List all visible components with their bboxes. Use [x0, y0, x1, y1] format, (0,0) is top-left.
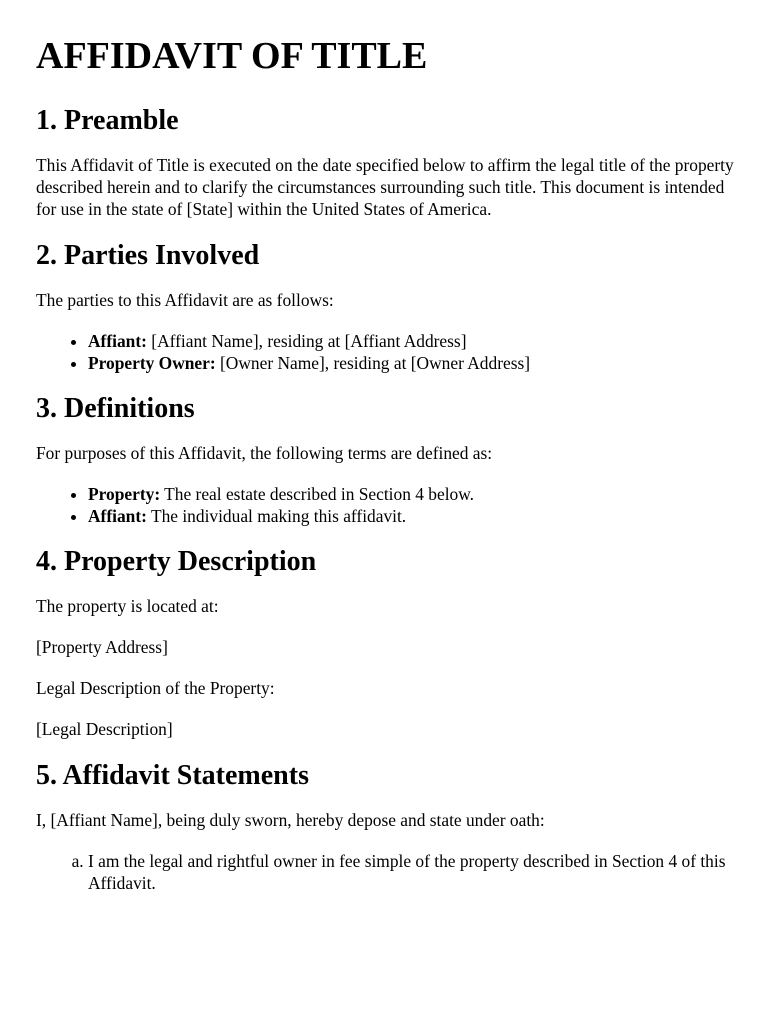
list-item-term: Affiant:: [88, 506, 147, 526]
list-item-term: Property:: [88, 484, 161, 504]
section-paragraph: [Legal Description]: [36, 719, 173, 739]
section-intro: For purposes of this Affidavit, the following terms are defined as:: [36, 443, 493, 463]
section-heading: 5. Affidavit Statements: [36, 760, 309, 791]
section-intro: The parties to this Affidavit are as follows:: [36, 290, 334, 310]
section-paragraph: This Affidavit of Title is executed on the date specified below to affirm the legal title of the property described herein and to clarify the circumstances surrounding such title. This document is intended for use in the state of [State] within the United States of America.: [36, 155, 734, 219]
section-affidavit-statements: [36, 759, 734, 894]
section-heading: 3. Definitions: [36, 393, 195, 424]
list-item-term: Affiant:: [88, 331, 147, 351]
list-item-text: [Owner Name], residing at [Owner Address]: [215, 353, 531, 373]
section-definitions: [36, 392, 734, 527]
section-heading: 2. Parties Involved: [36, 240, 260, 271]
list-item-term: Property Owner:: [88, 353, 216, 373]
list-item: [88, 330, 734, 352]
parties-list: [36, 330, 734, 374]
section-paragraph: The property is located at:: [36, 596, 219, 616]
document-title: AFFIDAVIT OF TITLE: [36, 35, 428, 77]
definitions-list: [36, 483, 734, 527]
section-intro: I, [Affiant Name], being duly sworn, hereby depose and state under oath:: [36, 810, 545, 830]
list-item: [88, 505, 734, 527]
statements-list: [36, 850, 734, 894]
list-item: [88, 483, 734, 505]
list-item-text: The real estate described in Section 4 below.: [160, 484, 475, 504]
list-item-text: [Affiant Name], residing at [Affiant Address]: [146, 331, 467, 351]
section-heading: 4. Property Description: [36, 546, 317, 577]
section-paragraph: [Property Address]: [36, 637, 168, 657]
section-parties: [36, 239, 734, 374]
list-item: a. I am the legal and rightful owner in fee simple of the property described in Section 4 of this Affidavit.: [88, 850, 734, 894]
section-paragraph: Legal Description of the Property:: [36, 678, 275, 698]
section-property-description: [36, 545, 734, 740]
section-heading: 1. Preamble: [36, 105, 179, 136]
list-item: [88, 352, 734, 374]
list-item-text: The individual making this affidavit.: [146, 506, 407, 526]
section-preamble: [36, 104, 734, 220]
